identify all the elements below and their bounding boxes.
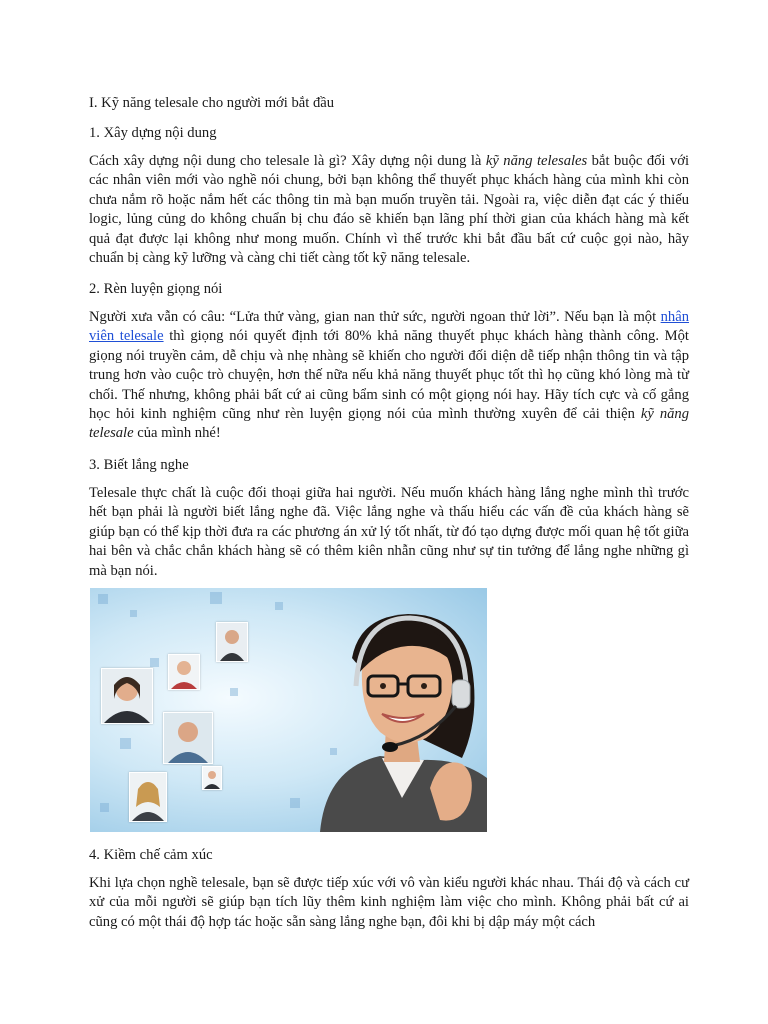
section-2-text-b: thì giọng nói quyết định tới 80% khả năng thuyết phục khách hàng thành công. Một giọng nói truyền cảm, dễ chịu và nhẹ nhàng sẽ khiến cho người đối diện dễ tiếp nhận thông tin và tập trung hơn vào cuộc trò chuyện, hơn thế nữa nếu khả năng thuyết phục tốt thì họ cũng khó lòng mà từ chối. Thế nhưng, không phải bất cứ ai cũng bẩm sinh có một giọng nói hay. Hãy tích cực và cố gắng học hỏi kinh nghiệm cũng như rèn luyện giọng nói của mình thường xuyên để cải thiện bbox=[89, 328, 689, 423]
section-1-paragraph bbox=[89, 152, 689, 268]
section-3-heading: 3. Biết lắng nghe bbox=[89, 457, 189, 473]
telesale-agent-headset-photo bbox=[90, 588, 487, 832]
section-3-paragraph: Telesale thực chất là cuộc đối thoại giữa hai người. Nếu muốn khách hàng lắng nghe mình thì trước hết bạn phải là người biết lắng nghe đã. Việc lắng nghe và thấu hiểu các vấn đề của khách hàng sẽ giúp bạn có thể kịp thời đưa ra các phương án xử lý tốt nhất, từ đó tạo dựng được mối quan hệ tốt giữa hai bên và chắc chắn khách hàng sẽ có thêm kiên nhẫn cũng như sự tin tưởng để lắng nghe những gì mà bạn nói. bbox=[89, 485, 689, 579]
section-4-paragraph: Khi lựa chọn nghề telesale, bạn sẽ được tiếp xúc với vô vàn kiểu người khác nhau. Thái độ và cách cư xử của mỗi người sẽ giúp bạn tích lũy thêm kinh nghiệm làm việc cho mình. Không phải bất cứ ai cũng có một thái độ hợp tác hoặc sẵn sàng lắng nghe bạn, đôi khi bị dập máy một cách bbox=[89, 875, 689, 930]
section-1-heading: 1. Xây dựng nội dung bbox=[89, 125, 217, 141]
section-1-emphasis: kỹ năng telesales bbox=[485, 153, 588, 169]
section-2-text-a: Người xưa vẫn có câu: “Lửa thử vàng, gian nan thử sức, người ngoan thử lời”. Nếu bạn là một bbox=[89, 309, 661, 325]
telesale-staff-link[interactable]: nhân viên telesale bbox=[89, 309, 689, 345]
section-2-paragraph bbox=[89, 308, 689, 444]
section-1-text-b: bắt buộc đối với các nhân viên mới vào nghề nói chung, bởi bạn không thể thuyết phục khách hàng của mình khi còn chưa nắm rõ hoặc nắm hết các thông tin mà bạn muốn truyền tải. Ngoài ra, việc diễn đạt các ý thiếu logic, lủng củng do không chuẩn bị chu đáo sẽ khiến bạn lãng phí thời gian của khách hàng mà kết quả đạt được lại không như mong muốn. Chính vì thế trước khi bắt đầu bất cứ cuộc gọi nào, hãy chuẩn bị càng kỹ lưỡng và càng chi tiết càng tốt kỹ năng telesale. bbox=[89, 153, 689, 267]
section-4-heading: 4. Kiềm chế cảm xúc bbox=[89, 847, 213, 863]
section-2-heading: 2. Rèn luyện giọng nói bbox=[89, 281, 223, 297]
agent-illustration bbox=[90, 588, 487, 832]
section-2-emphasis: kỹ năng telesale bbox=[89, 406, 690, 442]
section-1-text-a: Cách xây dựng nội dung cho telesale là gì? Xây dựng nội dung là bbox=[89, 153, 486, 169]
document-title: I. Kỹ năng telesale cho người mới bắt đầu bbox=[89, 95, 335, 111]
section-2-text-c: của mình nhé! bbox=[133, 425, 221, 442]
